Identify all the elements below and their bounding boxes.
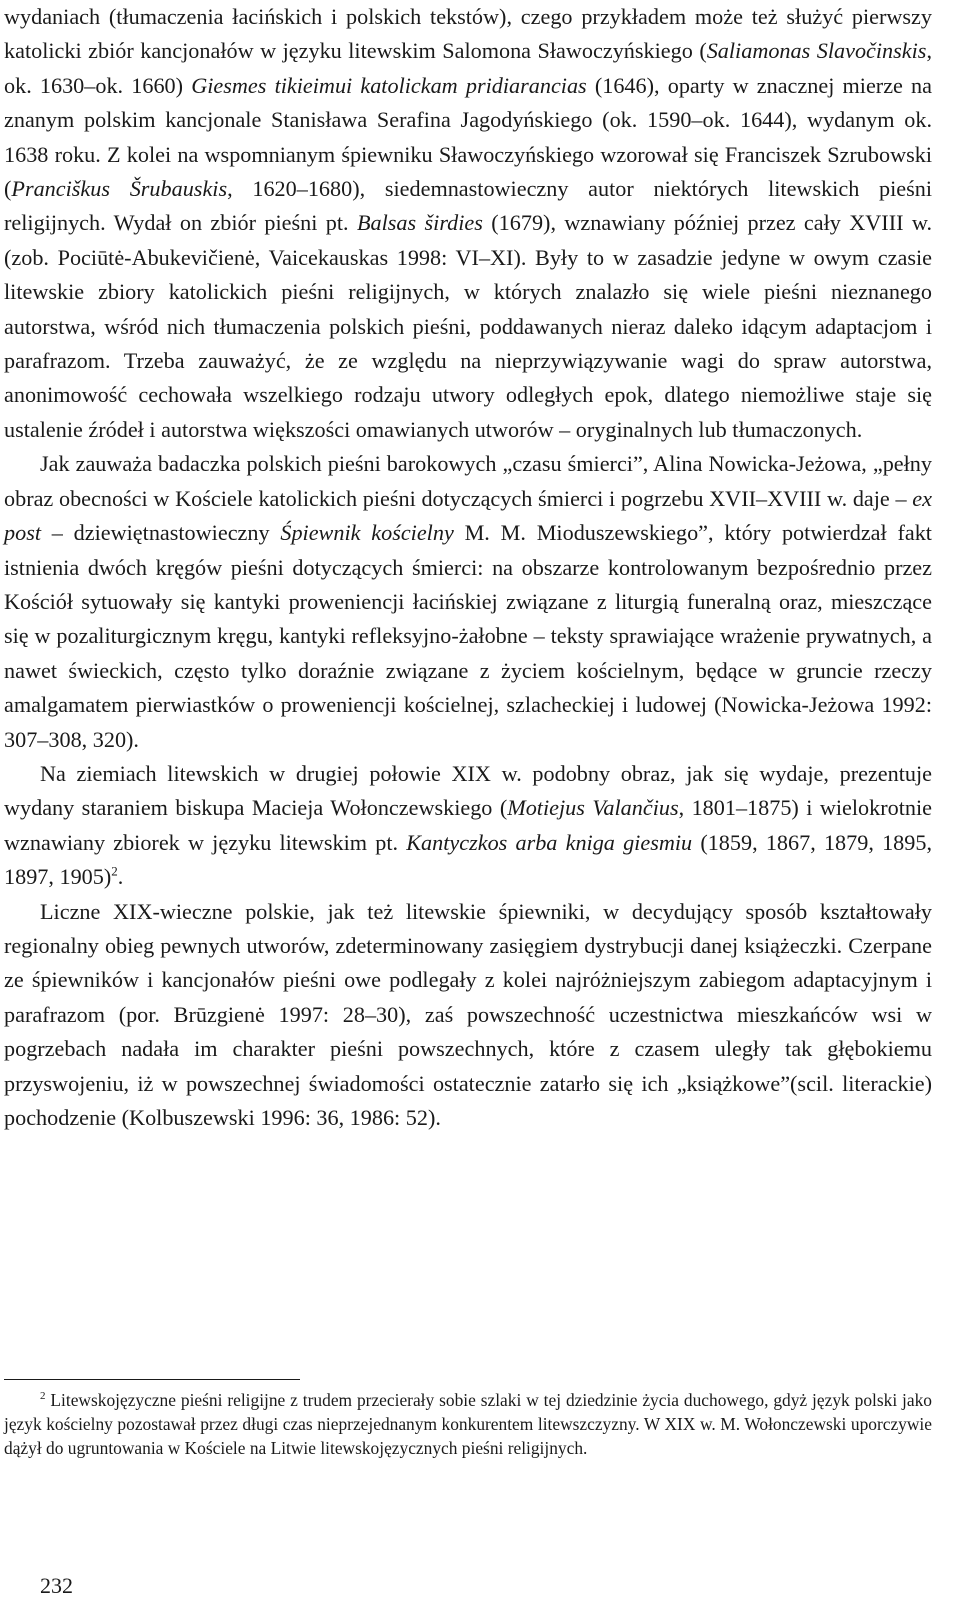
paragraph xyxy=(4,895,932,1136)
text-run: – dziewiętnastowieczny xyxy=(41,520,281,546)
text-run-italic: Giesmes tikieimui katolickam pridiarancias xyxy=(191,72,587,98)
paragraph xyxy=(4,0,932,447)
footnote-text: Litewskojęzyczne pieśni religijne z trudem przecierały sobie szlaki w tej dziedzinie życia duchowego, gdyż język polski jako język kościelny pozostawał przez długi czas nieprzejednanym konkurentem litewszczyzny. W XIX w. M. Wołonczewski uporczywie dążył do ugruntowania w Kościele na Litwie litewskojęzycznych pieśni religijnych. xyxy=(4,1390,932,1458)
text-run: (1859, 1867, 1879, 1895, 1897, 1905) xyxy=(4,829,932,890)
text-run-italic: Saliamonas Slavočinskis xyxy=(706,38,927,64)
text-run-italic: Motiejus Valančius xyxy=(507,795,679,821)
main-text xyxy=(4,0,932,1135)
paragraph xyxy=(4,447,932,757)
text-run-italic: Kantyczkos arba kniga giesmiu xyxy=(406,829,693,855)
text-run: (1679), wznawiany później przez cały XVIII w. (zob. Pociūtė-Abukevičienė, Vaicekauskas 1998: VI–XI). Były to w zasadzie jedyne w owym czasie litewskie zbiory katolickich pieśni religijnych, w których znalazło się wiele pieśni nieznanego autorstwa, wśród nich tłumaczenia polskich pieśni, poddawanych nieraz daleko idącym adaptacjom i parafrazom. Trzeba zauważyć, że ze względu na nieprzywiązywanie wagi do spraw autorstwa, anonimowość cechowała wszelkiego rodzaju utwory odległych epok, dlatego niemożliwe staje się ustalenie źródeł i autorstwa większości omawianych utworów – oryginalnych lub tłumaczonych. xyxy=(4,210,932,442)
footnote-reference[interactable]: 2 xyxy=(111,863,118,879)
text-run: . xyxy=(117,864,124,890)
text-run: Jak zauważa badaczka polskich pieśni barokowych „czasu śmierci”, Alina Nowicka-Jeżowa, „pełny obraz obecności w Kościele katolickich pieśni dotyczących śmierci i pogrzebu XVII–XVIII w. daje – xyxy=(4,451,932,511)
text-run-italic: Pranciškus Šrubauskis xyxy=(11,176,228,202)
page xyxy=(4,0,932,1598)
text-run: , 1801–1875) i wielokrotnie wznawiany zbiorek w języku litewskim pt. xyxy=(4,795,932,855)
text-run: Na ziemiach litewskich w drugiej połowie XIX w. podobny obraz, jak się wydaje, prezentuje wydany staraniem biskupa Macieja Wołonczewskiego ( xyxy=(4,760,932,821)
text-run: M. M. Mioduszewskiego”, który potwierdzał fakt istnienia dwóch kręgów pieśni dotyczących śmierci: na obszarze kontrolowanym bezpośrednio przez Kościół sytuowały się kantyki proweniencji łacińskiej związane z liturgią funeralną oraz, mieszczące się w pozaliturgicznym kręgu, kantyki refleksyjno-żałobne – teksty sprawiające wrażenie prywatnych, a nawet świeckich, często tylko doraźnie związane z życiem kościelnym, będące w gruncie rzeczy amalgamatem pierwiastków o proweniencji kościelnej, szlacheckiej i ludowej (Nowicka-Jeżowa 1992: 307–308, 320). xyxy=(4,520,932,752)
text-run: wydaniach (tłumaczenia łacińskich i polskich tekstów), czego przykładem może też służyć pierwszy katolicki zbiór kancjonałów w języku litewskim Salomona Sławoczyńskiego ( xyxy=(4,4,932,64)
text-run-italic: Balsas širdies xyxy=(356,210,483,236)
text-run: (1646), oparty w znacznej mierze na znanym polskim kancjonale Stanisława Serafina Jagodyńskiego (ok. 1590–ok. 1644), wydanym ok. 1638 roku. Z kolei na wspomnianym śpiewniku Sławoczyńskiego wzorował się Franciszek Szrubowski ( xyxy=(4,72,932,202)
footnote xyxy=(4,1388,932,1460)
page-number: 232 xyxy=(40,1573,73,1598)
text-run-italic: Śpiewnik kościelny xyxy=(280,520,454,546)
text-run: , ok. 1630–ok. 1660) xyxy=(4,38,932,98)
footnote-number: 2 xyxy=(40,1390,46,1403)
text-run: , 1620–1680), siedemnastowieczny autor niektórych litewskich pieśni religijnych. Wydał on zbiór pieśni pt. xyxy=(4,176,932,236)
text-run: Liczne XIX-wieczne polskie, jak też litewskie śpiewniki, w decydujący sposób kształtowały regionalny obieg pewnych utworów, zdeterminowany zasięgiem dystrybucji danej książeczki. Czerpane ze śpiewników i kancjonałów pieśni owe podlegały z kolei najróżniejszym zabiegom adaptacyjnym i parafrazom (por. Brūzgienė 1997: 28–30), zaś powszechność uczestnictwa mieszkańców wsi w pogrzebach nadała im charakter pieśni powszechnych, które z czasem uległy tak głębokiemu przyswojeniu, iż w powszechnej świadomości ostatecznie zatarło się ich „książkowe”(scil. literackie) pochodzenie (Kolbuszewski 1996: 36, 1986: 52). xyxy=(4,898,932,1130)
paragraph xyxy=(4,757,932,895)
text-run-italic: ex post xyxy=(4,485,932,546)
footnote-separator xyxy=(4,1379,300,1380)
